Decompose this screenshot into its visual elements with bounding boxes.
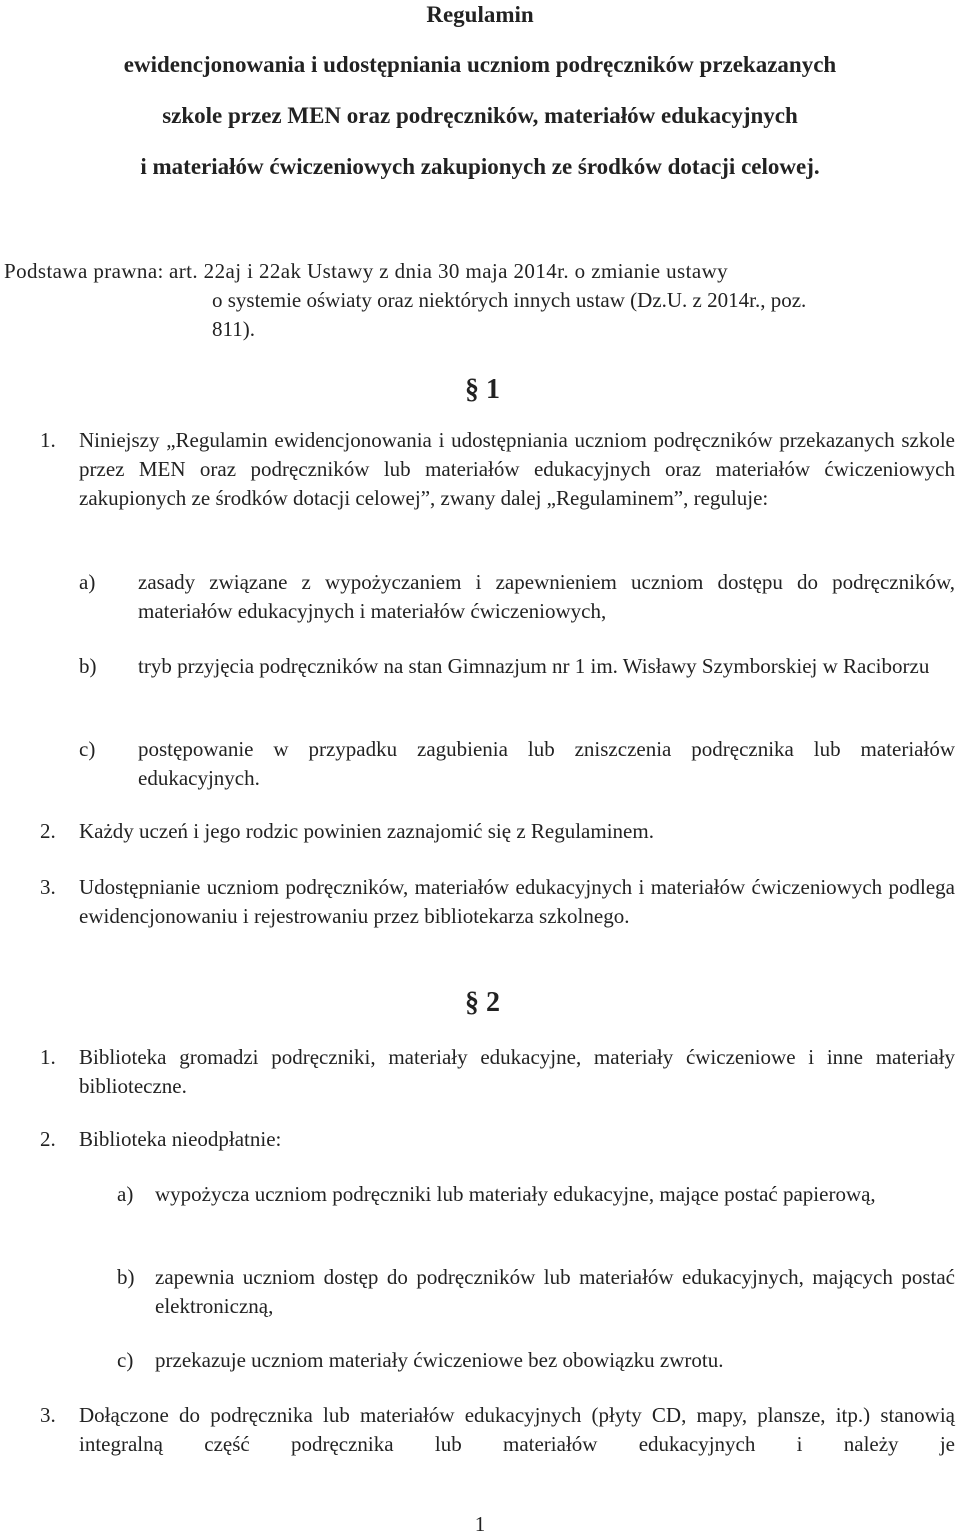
document-title: Regulamin (426, 2, 534, 27)
section-2-item-1-number: 1. (40, 1045, 56, 1069)
section-1-item-1-number: 1. (40, 428, 56, 452)
section-1-item-1-text: Niniejszy „Regulamin ewidencjonowania i udostępniania uczniom podręczników przekazanych szkole przez MEN oraz podręczników lub materiałów edukacyjnych oraz materiałów ćwiczeniowych zakupionych ze środków dotacji celowej”, zwany dalej „Regulaminem”, reguluje: (79, 428, 955, 510)
section-1-item-1-sub-c-label: c) (79, 737, 96, 761)
section-1-item-2-number: 2. (40, 819, 56, 843)
section-2-item-2-sub-a-text: wypożycza uczniom podręczniki lub materiały edukacyjne, mające postać papierową, (155, 1182, 876, 1206)
section-1-item-1-sub-a-label: a) (79, 570, 96, 594)
legal-basis-label: Podstawa prawna: (4, 259, 164, 283)
section-2-item-2-number: 2. (40, 1127, 56, 1151)
section-2-item-2-sub-a-label: a) (117, 1182, 134, 1206)
section-2-item-2-sub-c-text: przekazuje uczniom materiały ćwiczeniowe bez obowiązku zwrotu. (155, 1348, 724, 1372)
section-2-item-3-number: 3. (40, 1403, 56, 1427)
document-subtitle-line-1: ewidencjonowania i udostępniania uczniom podręczników przekazanych (123, 52, 837, 77)
section-1-item-3-text: Udostępnianie uczniom podręczników, materiałów edukacyjnych i materiałów ćwiczeniowych podlega ewidencjonowaniu i rejestrowaniu przez bibliotekarza szkolnego. (79, 875, 955, 928)
legal-basis-text-3: 811). (212, 317, 255, 341)
section-2-item-3-text: Dołączone do podręcznika lub materiałów edukacyjnych (płyty CD, mapy, plansze, itp.) stanowią integralną część podręcznika lub materiałów edukacyjnych i należy je (79, 1403, 955, 1456)
section-2-item-2-sub-c-label: c) (117, 1348, 134, 1372)
section-1-item-1-sub-a-text: zasady związane z wypożyczaniem i zapewnieniem uczniom dostępu do podręczników, materiałów edukacyjnych i materiałów ćwiczeniowych, (138, 570, 955, 623)
legal-basis-text-1: art. 22aj i 22ak Ustawy z dnia 30 maja 2014r. o zmianie ustawy (169, 259, 729, 283)
section-2-item-2-sub-b-label: b) (117, 1265, 135, 1289)
section-1-item-3-number: 3. (40, 875, 56, 899)
page-number: 1 (474, 1512, 486, 1536)
legal-basis (4, 257, 960, 344)
section-1-item-1-sub-b-label: b) (79, 654, 97, 678)
section-2-item-1-text: Biblioteka gromadzi podręczniki, materiały edukacyjne, materiały ćwiczeniowe i inne materiały biblioteczne. (79, 1045, 955, 1098)
section-1-item-2-text: Każdy uczeń i jego rodzic powinien zaznajomić się z Regulaminem. (79, 819, 654, 843)
document-subtitle-line-2: szkole przez MEN oraz podręczników, materiałów edukacyjnych (162, 103, 798, 128)
section-2-heading: § 2 (465, 987, 500, 1018)
section-1-item-1-sub-b-text: tryb przyjęcia podręczników na stan Gimnazjum nr 1 im. Wisławy Szymborskiej w Raciborzu (138, 654, 930, 678)
section-1-heading: § 1 (465, 374, 500, 405)
document-subtitle-line-3: i materiałów ćwiczeniowych zakupionych ze środków dotacji celowej. (140, 154, 820, 179)
legal-basis-text-2: o systemie oświaty oraz niektórych innych ustaw (Dz.U. z 2014r., poz. (212, 288, 807, 312)
section-1-item-1-sub-c-text: postępowanie w przypadku zagubienia lub zniszczenia podręcznika lub materiałów edukacyjnych. (138, 737, 955, 790)
section-2-item-2-sub-b-text: zapewnia uczniom dostęp do podręczników lub materiałów edukacyjnych, mających postać elektroniczną, (155, 1265, 955, 1318)
section-2-item-2-text: Biblioteka nieodpłatnie: (79, 1127, 282, 1151)
